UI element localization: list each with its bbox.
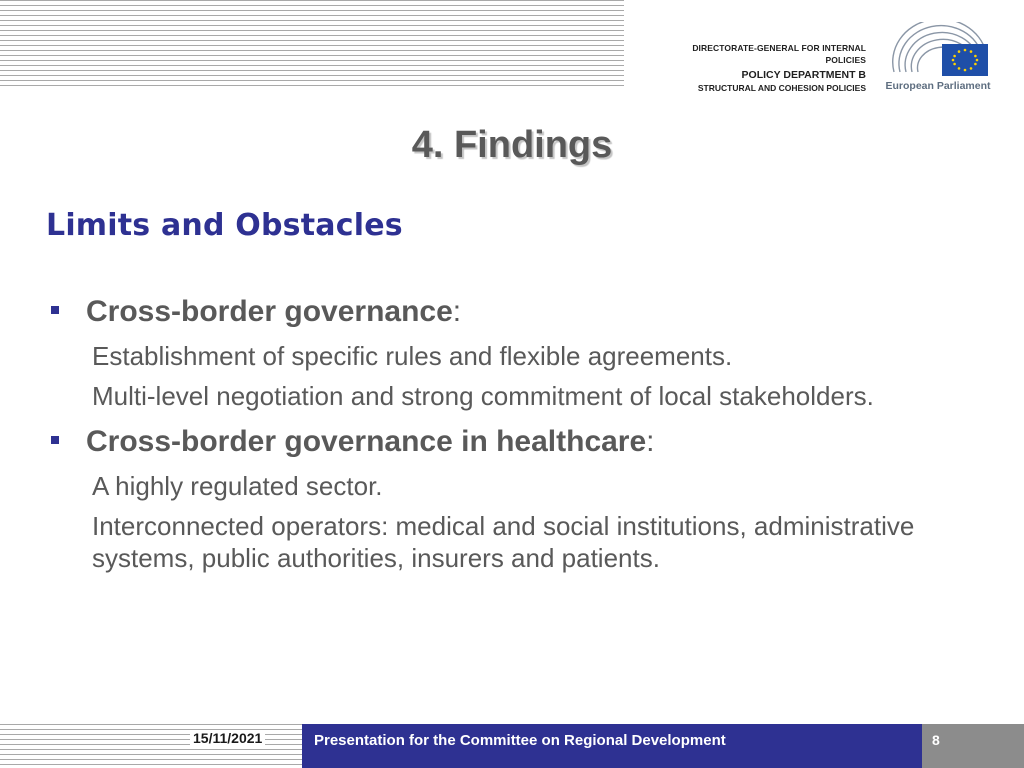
sub-paragraph: Establishment of specific rules and flexible agreements.: [92, 341, 733, 371]
bullet-item: [46, 420, 986, 464]
org-block: [652, 42, 866, 93]
logo-caption: European Parliament: [885, 80, 991, 92]
bullet-title: Cross-border governance: [86, 295, 453, 328]
sub-paragraph: A highly regulated sector.: [92, 471, 383, 501]
header-stripes: [0, 0, 624, 86]
bullet-colon: :: [646, 425, 655, 458]
org-policies: STRUCTURAL AND COHESION POLICIES: [697, 83, 866, 93]
bullet-colon: :: [452, 295, 462, 328]
footer-title: Presentation for the Committee on Regional Development: [314, 732, 726, 749]
org-directorate: DIRECTORATE-GENERAL FOR INTERNAL POLICIES: [692, 43, 866, 65]
org-department: POLICY DEPARTMENT B: [741, 69, 866, 81]
sub-paragraph: Interconnected operators: medical and social institutions, administrative systems, public authorities, insurers and patients.: [92, 511, 915, 573]
page-number: 8: [932, 732, 940, 748]
slide-title: 4. Findings: [411, 124, 613, 166]
bullet-list: [46, 290, 986, 582]
bullet-item: [46, 290, 986, 334]
square-bullet-icon: [51, 436, 59, 444]
footer-date: 15/11/2021: [190, 730, 265, 746]
square-bullet-icon: [51, 306, 59, 314]
section-heading: Limits and Obstacles: [46, 208, 403, 243]
bullet-title: Cross-border governance in healthcare: [86, 425, 647, 458]
sub-paragraph: Multi-level negotiation and strong commitment of local stakeholders.: [92, 381, 874, 411]
